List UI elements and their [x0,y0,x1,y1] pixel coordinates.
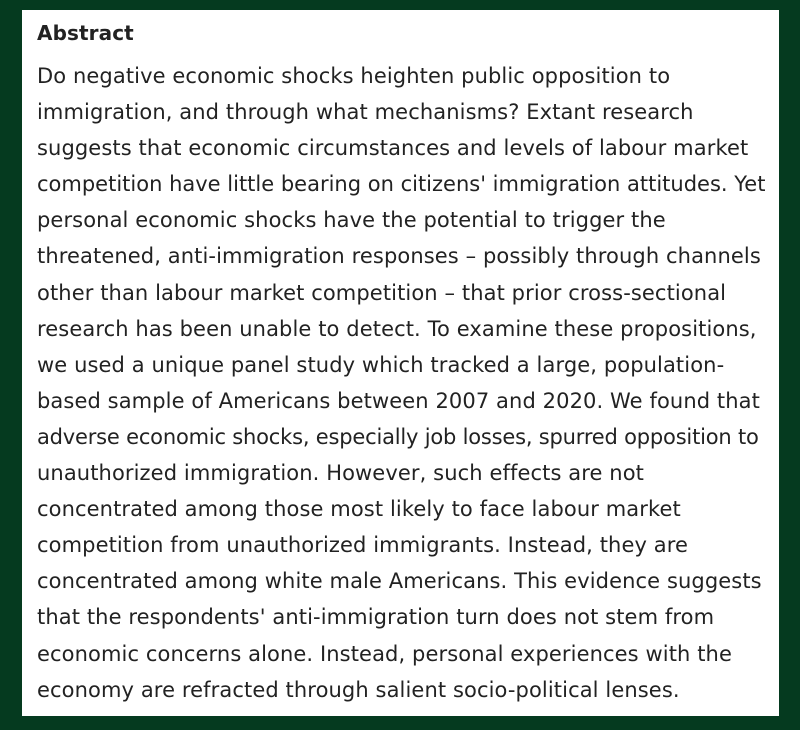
abstract-line: based sample of Americans between 2007 and 2020. We found that [37,388,760,413]
abstract-body [37,58,765,708]
abstract-line: other than labour market competition – that prior cross-sectional [37,280,727,305]
abstract-line: concentrated among white male Americans. This evidence suggests [37,569,762,594]
abstract-line: competition have little bearing on citizens' immigration attitudes. Yet [37,172,766,197]
abstract-panel [22,10,779,716]
abstract-line: concentrated among those most likely to face labour market [37,497,681,522]
abstract-line: immigration, and through what mechanisms? Extant research [37,100,694,125]
abstract-line: threatened, anti-immigration responses – possibly through channels [37,244,761,269]
abstract-line: suggests that economic circumstances and levels of labour market [37,136,749,161]
abstract-line: economy are refracted through salient socio-political lenses. [37,677,680,702]
abstract-line: adverse economic shocks, especially job losses, spurred opposition to [37,424,759,449]
abstract-line: we used a unique panel study which tracked a large, population- [37,352,725,377]
abstract-heading: Abstract [37,21,134,45]
abstract-line: that the respondents' anti-immigration turn does not stem from [37,605,715,630]
abstract-line: unauthorized immigration. However, such effects are not [37,461,644,486]
abstract-line: personal economic shocks have the potential to trigger the [37,208,666,233]
abstract-line: Do negative economic shocks heighten public opposition to [37,64,671,88]
abstract-line: competition from unauthorized immigrants. Instead, they are [37,533,689,558]
abstract-line: economic concerns alone. Instead, personal experiences with the [37,641,732,666]
abstract-line: research has been unable to detect. To examine these propositions, [37,316,757,341]
